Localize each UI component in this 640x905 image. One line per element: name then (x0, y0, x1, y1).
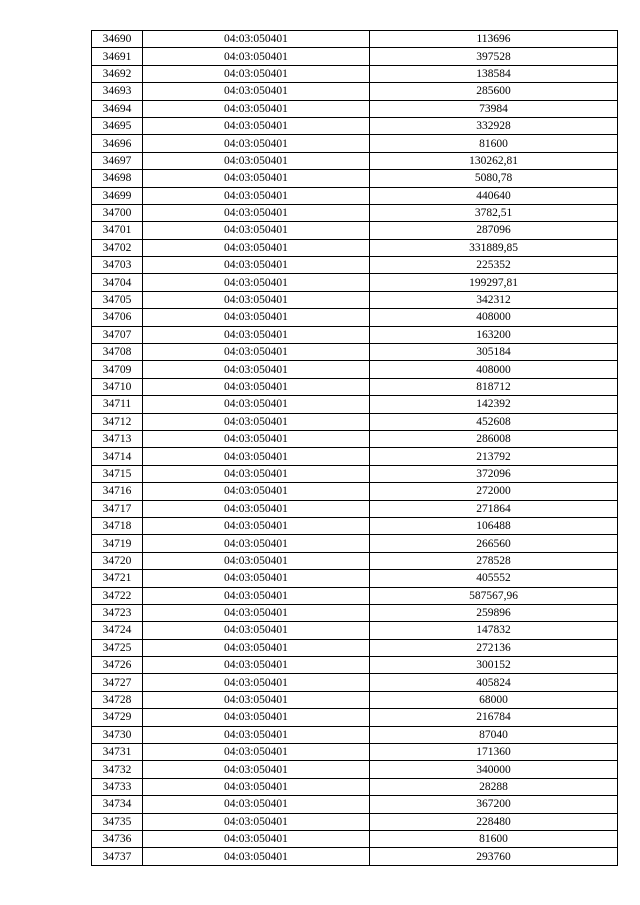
table-row (92, 535, 618, 552)
cadastral-code-cell: 04:03:050401 (143, 187, 370, 204)
row-number-cell: 34721 (92, 570, 143, 587)
row-number-cell: 34701 (92, 222, 143, 239)
data-table (91, 30, 618, 866)
cadastral-code-cell: 04:03:050401 (143, 430, 370, 447)
cadastral-code-cell: 04:03:050401 (143, 326, 370, 343)
table-row (92, 396, 618, 413)
table-row (92, 744, 618, 761)
row-number-cell: 34704 (92, 274, 143, 291)
value-cell: 73984 (370, 100, 618, 117)
cadastral-code-cell: 04:03:050401 (143, 622, 370, 639)
row-number-cell: 34719 (92, 535, 143, 552)
value-cell: 340000 (370, 761, 618, 778)
row-number-cell: 34735 (92, 813, 143, 830)
table-row (92, 152, 618, 169)
row-number-cell: 34723 (92, 604, 143, 621)
value-cell: 305184 (370, 344, 618, 361)
table-row (92, 239, 618, 256)
value-cell: 272136 (370, 639, 618, 656)
row-number-cell: 34700 (92, 204, 143, 221)
table-row (92, 622, 618, 639)
cadastral-code-cell: 04:03:050401 (143, 639, 370, 656)
row-number-cell: 34728 (92, 691, 143, 708)
cadastral-code-cell: 04:03:050401 (143, 848, 370, 865)
cadastral-code-cell: 04:03:050401 (143, 796, 370, 813)
value-cell: 113696 (370, 31, 618, 48)
cadastral-code-cell: 04:03:050401 (143, 517, 370, 534)
value-cell: 81600 (370, 830, 618, 847)
table-row (92, 135, 618, 152)
table-row (92, 726, 618, 743)
value-cell: 293760 (370, 848, 618, 865)
value-cell: 408000 (370, 309, 618, 326)
table-row (92, 413, 618, 430)
value-cell: 81600 (370, 135, 618, 152)
cadastral-code-cell: 04:03:050401 (143, 604, 370, 621)
cadastral-code-cell: 04:03:050401 (143, 396, 370, 413)
cadastral-code-cell: 04:03:050401 (143, 552, 370, 569)
table-row (92, 170, 618, 187)
table-row (92, 517, 618, 534)
row-number-cell: 34690 (92, 31, 143, 48)
table-row (92, 674, 618, 691)
cadastral-code-cell: 04:03:050401 (143, 709, 370, 726)
table-row (92, 83, 618, 100)
row-number-cell: 34692 (92, 65, 143, 82)
cadastral-code-cell: 04:03:050401 (143, 65, 370, 82)
value-cell: 405552 (370, 570, 618, 587)
cadastral-code-cell: 04:03:050401 (143, 239, 370, 256)
value-cell: 163200 (370, 326, 618, 343)
value-cell: 408000 (370, 361, 618, 378)
table-row (92, 222, 618, 239)
table-row (92, 326, 618, 343)
table-row (92, 257, 618, 274)
table-row (92, 483, 618, 500)
table-row (92, 65, 618, 82)
value-cell: 285600 (370, 83, 618, 100)
cadastral-code-cell: 04:03:050401 (143, 830, 370, 847)
cadastral-code-cell: 04:03:050401 (143, 761, 370, 778)
row-number-cell: 34715 (92, 465, 143, 482)
cadastral-code-cell: 04:03:050401 (143, 587, 370, 604)
value-cell: 286008 (370, 430, 618, 447)
value-cell: 331889,85 (370, 239, 618, 256)
cadastral-code-cell: 04:03:050401 (143, 570, 370, 587)
value-cell: 130262,81 (370, 152, 618, 169)
value-cell: 5080,78 (370, 170, 618, 187)
value-cell: 397528 (370, 48, 618, 65)
table-row (92, 778, 618, 795)
value-cell: 271864 (370, 500, 618, 517)
cadastral-code-cell: 04:03:050401 (143, 170, 370, 187)
row-number-cell: 34712 (92, 413, 143, 430)
cadastral-code-cell: 04:03:050401 (143, 674, 370, 691)
value-cell: 440640 (370, 187, 618, 204)
table-row (92, 500, 618, 517)
value-cell: 3782,51 (370, 204, 618, 221)
row-number-cell: 34695 (92, 117, 143, 134)
row-number-cell: 34710 (92, 378, 143, 395)
cadastral-code-cell: 04:03:050401 (143, 117, 370, 134)
table-row (92, 378, 618, 395)
row-number-cell: 34720 (92, 552, 143, 569)
value-cell: 272000 (370, 483, 618, 500)
value-cell: 28288 (370, 778, 618, 795)
table-row (92, 796, 618, 813)
row-number-cell: 34724 (92, 622, 143, 639)
cadastral-code-cell: 04:03:050401 (143, 500, 370, 517)
table-row (92, 309, 618, 326)
cadastral-code-cell: 04:03:050401 (143, 361, 370, 378)
row-number-cell: 34708 (92, 344, 143, 361)
row-number-cell: 34696 (92, 135, 143, 152)
value-cell: 372096 (370, 465, 618, 482)
row-number-cell: 34709 (92, 361, 143, 378)
cadastral-code-cell: 04:03:050401 (143, 100, 370, 117)
row-number-cell: 34736 (92, 830, 143, 847)
row-number-cell: 34733 (92, 778, 143, 795)
cadastral-code-cell: 04:03:050401 (143, 31, 370, 48)
cadastral-code-cell: 04:03:050401 (143, 778, 370, 795)
table-row (92, 430, 618, 447)
value-cell: 171360 (370, 744, 618, 761)
table-row (92, 657, 618, 674)
value-cell: 228480 (370, 813, 618, 830)
table-row (92, 709, 618, 726)
cadastral-code-cell: 04:03:050401 (143, 726, 370, 743)
table-row (92, 465, 618, 482)
cadastral-code-cell: 04:03:050401 (143, 135, 370, 152)
table-row (92, 204, 618, 221)
table-body (92, 31, 618, 866)
table-row (92, 570, 618, 587)
cadastral-code-cell: 04:03:050401 (143, 83, 370, 100)
cadastral-code-cell: 04:03:050401 (143, 274, 370, 291)
value-cell: 259896 (370, 604, 618, 621)
table-row (92, 552, 618, 569)
row-number-cell: 34703 (92, 257, 143, 274)
table-row (92, 274, 618, 291)
row-number-cell: 34714 (92, 448, 143, 465)
table-row (92, 604, 618, 621)
value-cell: 342312 (370, 291, 618, 308)
row-number-cell: 34732 (92, 761, 143, 778)
row-number-cell: 34718 (92, 517, 143, 534)
cadastral-code-cell: 04:03:050401 (143, 813, 370, 830)
value-cell: 452608 (370, 413, 618, 430)
cadastral-code-cell: 04:03:050401 (143, 291, 370, 308)
table-row (92, 448, 618, 465)
table-row (92, 830, 618, 847)
value-cell: 106488 (370, 517, 618, 534)
row-number-cell: 34716 (92, 483, 143, 500)
row-number-cell: 34707 (92, 326, 143, 343)
table-row (92, 848, 618, 865)
row-number-cell: 34694 (92, 100, 143, 117)
row-number-cell: 34711 (92, 396, 143, 413)
row-number-cell: 34713 (92, 430, 143, 447)
table-row (92, 117, 618, 134)
row-number-cell: 34706 (92, 309, 143, 326)
value-cell: 278528 (370, 552, 618, 569)
value-cell: 818712 (370, 378, 618, 395)
cadastral-code-cell: 04:03:050401 (143, 691, 370, 708)
row-number-cell: 34734 (92, 796, 143, 813)
table-row (92, 31, 618, 48)
table-row (92, 187, 618, 204)
table-row (92, 761, 618, 778)
cadastral-code-cell: 04:03:050401 (143, 744, 370, 761)
cadastral-code-cell: 04:03:050401 (143, 309, 370, 326)
cadastral-code-cell: 04:03:050401 (143, 378, 370, 395)
table-row (92, 587, 618, 604)
row-number-cell: 34693 (92, 83, 143, 100)
row-number-cell: 34726 (92, 657, 143, 674)
table-row (92, 639, 618, 656)
value-cell: 266560 (370, 535, 618, 552)
row-number-cell: 34691 (92, 48, 143, 65)
row-number-cell: 34717 (92, 500, 143, 517)
row-number-cell: 34722 (92, 587, 143, 604)
row-number-cell: 34705 (92, 291, 143, 308)
row-number-cell: 34697 (92, 152, 143, 169)
row-number-cell: 34730 (92, 726, 143, 743)
value-cell: 147832 (370, 622, 618, 639)
table-row (92, 100, 618, 117)
cadastral-code-cell: 04:03:050401 (143, 48, 370, 65)
table-row (92, 813, 618, 830)
table-row (92, 291, 618, 308)
row-number-cell: 34699 (92, 187, 143, 204)
cadastral-code-cell: 04:03:050401 (143, 257, 370, 274)
value-cell: 138584 (370, 65, 618, 82)
table-row (92, 344, 618, 361)
cadastral-code-cell: 04:03:050401 (143, 413, 370, 430)
value-cell: 213792 (370, 448, 618, 465)
value-cell: 87040 (370, 726, 618, 743)
cadastral-code-cell: 04:03:050401 (143, 222, 370, 239)
row-number-cell: 34729 (92, 709, 143, 726)
value-cell: 287096 (370, 222, 618, 239)
value-cell: 587567,96 (370, 587, 618, 604)
value-cell: 68000 (370, 691, 618, 708)
cadastral-code-cell: 04:03:050401 (143, 465, 370, 482)
cadastral-code-cell: 04:03:050401 (143, 483, 370, 500)
cadastral-code-cell: 04:03:050401 (143, 657, 370, 674)
row-number-cell: 34727 (92, 674, 143, 691)
value-cell: 216784 (370, 709, 618, 726)
value-cell: 142392 (370, 396, 618, 413)
table-row (92, 691, 618, 708)
cadastral-code-cell: 04:03:050401 (143, 204, 370, 221)
value-cell: 367200 (370, 796, 618, 813)
row-number-cell: 34737 (92, 848, 143, 865)
value-cell: 332928 (370, 117, 618, 134)
table-row (92, 48, 618, 65)
value-cell: 300152 (370, 657, 618, 674)
cadastral-code-cell: 04:03:050401 (143, 152, 370, 169)
row-number-cell: 34725 (92, 639, 143, 656)
cadastral-code-cell: 04:03:050401 (143, 448, 370, 465)
row-number-cell: 34702 (92, 239, 143, 256)
table-row (92, 361, 618, 378)
row-number-cell: 34731 (92, 744, 143, 761)
row-number-cell: 34698 (92, 170, 143, 187)
cadastral-code-cell: 04:03:050401 (143, 344, 370, 361)
value-cell: 225352 (370, 257, 618, 274)
value-cell: 199297,81 (370, 274, 618, 291)
value-cell: 405824 (370, 674, 618, 691)
cadastral-code-cell: 04:03:050401 (143, 535, 370, 552)
